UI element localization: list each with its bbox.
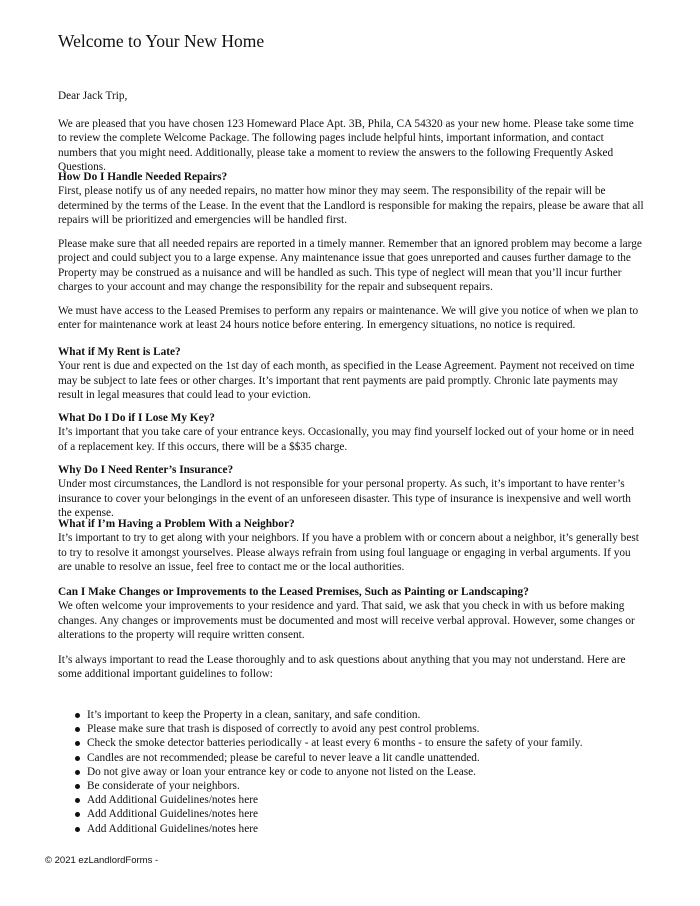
guideline-text: Please make sure that trash is disposed of correctly to avoid any pest control problems. (87, 723, 480, 736)
faq-key-heading: What Do I Do if I Lose My Key? (58, 412, 215, 424)
guideline-item (58, 722, 644, 736)
bullet-icon (75, 727, 80, 732)
guideline-text: Be considerate of your neighbors. (87, 780, 240, 793)
bullet-icon (75, 713, 80, 718)
guidelines-list (58, 708, 644, 836)
intro-paragraph: We are pleased that you have chosen 123 Homeward Place Apt. 3B, Phila, CA 54320 as your new home. Please take some time to review the complete Welcome Package. The following pages include helpful hints, important information, and contact numbers that you might need. Additionally, please take a moment to review the answers to the following Frequently Asked Questions. (58, 118, 634, 174)
guideline-text: Add Additional Guidelines/notes here (87, 794, 258, 807)
guideline-text: Do not give away or loan your entrance key or code to anyone not listed on the Lease. (87, 765, 476, 778)
guideline-text: Add Additional Guidelines/notes here (87, 822, 258, 835)
guideline-item (58, 765, 644, 779)
guideline-item (58, 708, 644, 722)
faq-repairs-paragraph-1: First, please notify us of any needed repairs, no matter how minor they may seem. The responsibility of the repair will be determined by the terms of the Lease. In the event that the Landlord is responsible for making the repairs, please be aware that all repairs will be prioritized and emergencies will be handled first. (58, 185, 644, 227)
faq-key-body: It’s important that you take care of your entrance keys. Occasionally, you may find yourself locked out of your home or in need of a replacement key. If this occurs, there will be a $$35 charge. (58, 426, 634, 453)
bullet-icon (75, 812, 80, 817)
salutation: Dear Jack Trip, (58, 90, 128, 102)
faq-rent-heading: What if My Rent is Late? (58, 346, 181, 358)
faq-changes-heading: Can I Make Changes or Improvements to the Leased Premises, Such as Painting or Landscaping? (58, 586, 529, 598)
bullet-icon (75, 784, 80, 789)
faq-repairs-paragraph-2: Please make sure that all needed repairs are reported in a timely manner. Remember that an ignored problem may become a large project and could subject you to a large expense. Any maintenance issue that goes unreported and causes further damage to the Property may be construed as a nuisance and will be handled as such. This type of neglect will mean that you’ll incur further charges to your account and may change the responsibility for the repair and subsequent repairs. (58, 238, 642, 294)
guideline-item (58, 822, 644, 836)
guideline-item (58, 807, 644, 821)
faq-changes-body: We often welcome your improvements to your residence and yard. That said, we ask that you check in with us before making changes. Any changes or improvements must be documented and most will receive verbal approval. However, some changes or alterations to the property will require written consent. (58, 600, 635, 642)
bullet-icon (75, 770, 80, 775)
faq-repairs (58, 170, 644, 228)
faq-rent-body: Your rent is due and expected on the 1st day of each month, as specified in the Lease Agreement. Payment not received on time may be subject to late fees or other charges. It’s important that rent payments are paid promptly. Chronic late payments may result in legal measures that could lead to your eviction. (58, 360, 635, 402)
faq-insurance-heading: Why Do I Need Renter’s Insurance? (58, 464, 234, 476)
footer-copyright: © 2021 ezLandlordForms - (45, 855, 159, 866)
guideline-item (58, 779, 644, 793)
faq-neighbor-heading: What if I’m Having a Problem With a Neighbor? (58, 518, 295, 530)
faq-insurance-body: Under most circumstances, the Landlord is not responsible for your personal property. As such, it’s important to have renter’s insurance to cover your belongings in the event of an unforeseen disaster. This type of insurance is inexpensive and well worth the expense. (58, 478, 631, 520)
faq-insurance (58, 463, 644, 521)
guideline-item (58, 793, 644, 807)
faq-changes (58, 585, 644, 643)
faq-repairs-paragraph-3: We must have access to the Leased Premises to perform any repairs or maintenance. We will give you notice of when we plan to enter for maintenance work at least 24 hours notice before entering. In emergency situations, no notice is required. (58, 305, 639, 332)
guideline-item (58, 736, 644, 750)
guideline-text: It’s important to keep the Property in a clean, sanitary, and safe condition. (87, 709, 421, 721)
guideline-item (58, 751, 644, 765)
bullet-icon (75, 756, 80, 761)
bullet-icon (75, 798, 80, 803)
faq-neighbor (58, 517, 644, 575)
bullet-icon (75, 827, 80, 832)
guidelines-intro: It’s always important to read the Lease thoroughly and to ask questions about anything that you may not understand. Here are some additional important guidelines to follow: (58, 654, 626, 681)
faq-rent (58, 345, 644, 403)
guideline-text: Candles are not recommended; please be careful to never leave a lit candle unattended. (87, 751, 480, 764)
page-title: Welcome to Your New Home (58, 31, 265, 51)
faq-key (58, 411, 644, 454)
guideline-text: Add Additional Guidelines/notes here (87, 808, 258, 821)
bullet-icon (75, 741, 80, 746)
faq-repairs-heading: How Do I Handle Needed Repairs? (58, 171, 228, 183)
faq-neighbor-body: It’s important to try to get along with your neighbors. If you have a problem with or concern about a neighbor, it’s generally best to try to resolve it amongst yourselves. Please always refrain from using foul language or engaging in verbal arguments. If you are unable to resolve an issue, feel free to contact me or the local authorities. (58, 532, 639, 574)
guideline-text: Check the smoke detector batteries periodically - at least every 6 months - to ensure the safety of your family. (87, 737, 583, 750)
